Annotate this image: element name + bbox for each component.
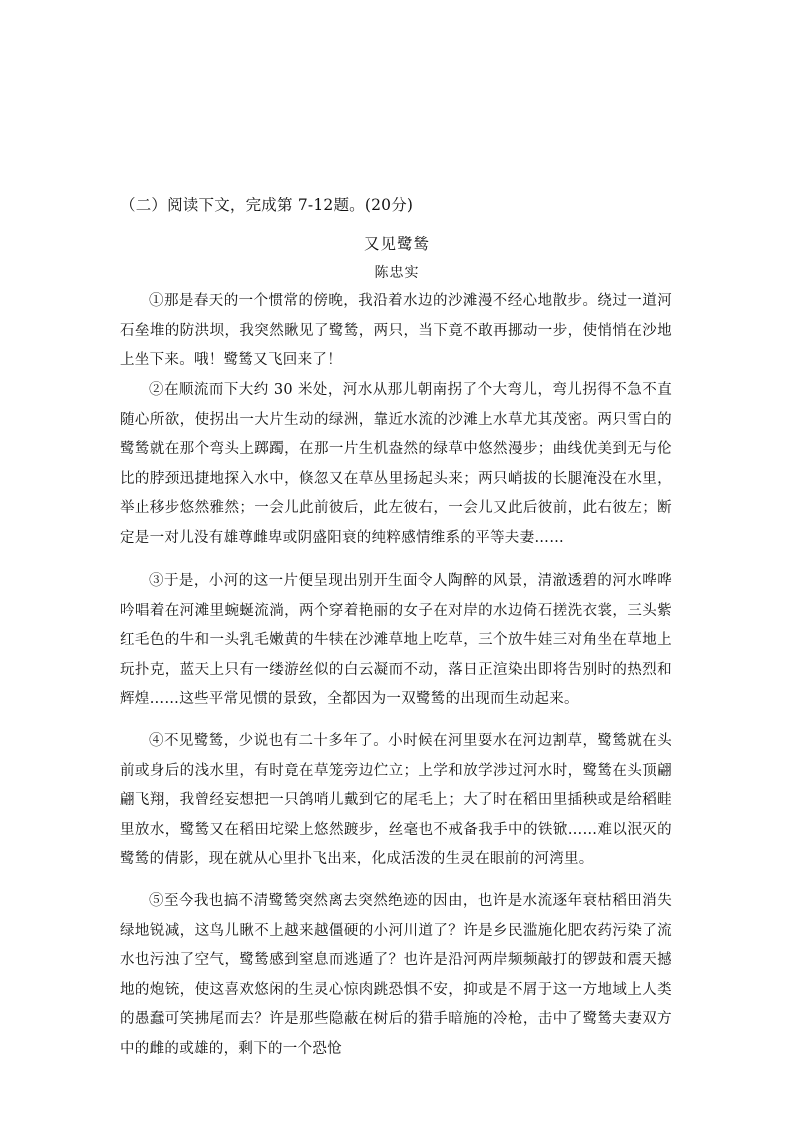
paragraph-5: ⑤至今我也搞不清鹭鸶突然离去突然绝迹的因由，也许是水流逐年衰枯稻田消失绿地锐减，这鸟儿瞅不上越来越僵硬的小河川道了？许是乡民滥施化肥农药污染了流水也污浊了空气，鹭鸶感到窒息而逃遁了？也许是沿河两岸频频敲打的锣鼓和震天撼地的炮铳，使这喜欢悠闲的生灵心惊肉跳恐惧不安，抑或是不屑于这一方地域上人类的愚蠢可笑拂尾而去？许是那些隐蔽在树后的猎手暗施的冷枪，击中了鹭鸶夫妻双方中的雌的或雄的，剩下的一个恐怆 xyxy=(120,893,672,1057)
paragraph-4: ④不见鹭鸶，少说也有二十多年了。小时候在河里耍水在河边割草，鹭鸶就在头前或身后的浅水里，有时竟在草笼旁边伫立；上学和放学涉过河水时，鹭鸶在头顶翩翩飞翔，我曾经妄想把一只鸽哨儿戴到它的尾毛上；大了时在稻田里插秧或是给稻畦里放水，鹭鸶又在稻田坨梁上悠然踱步，丝毫也不戒备我手中的铁锨……难以泯灭的鹭鸶的倩影，现在就从心里扑飞出来，化成活泼的生灵在眼前的河湾里。 xyxy=(120,733,672,868)
paragraph-1: ①那是春天的一个惯常的傍晚，我沿着水边的沙滩漫不经心地散步。绕过一道河石垒堆的防洪坝，我突然瞅见了鹭鸶，两只，当下竟不敢再挪动一步，使悄悄在沙地上坐下来。哦！鹭鸶又飞回来了！ xyxy=(120,293,672,369)
article-title: 又见鹭鸶 xyxy=(363,235,430,253)
paragraph-3: ③于是，小河的这一片便呈现出别开生面令人陶醉的风景，清澈透碧的河水哗哗吟唱着在河滩里蜿蜒流淌，两个穿着艳丽的女子在对岸的水边倚石搓洗衣裳，三头紫红毛色的牛和一头乳毛嫩黄的牛犊在沙滩草地上吃草，三个放牛娃三对角坐在草地上玩扑克，蓝天上只有一缕游丝似的白云凝而不动，落日正渲染出即将告别时的热烈和辉煌……这些平常见惯的景致，全都因为一双鹭鸶的出现而生动起来。 xyxy=(120,573,672,708)
section-heading: （二）阅读下文，完成第 7-12题。(20分) xyxy=(120,196,414,214)
paragraph-2: ②在顺流而下大约 30 米处，河水从那儿朝南拐了个大弯儿，弯儿拐得不急不直随心所欲，使拐出一大片生动的绿洲，靠近水流的沙滩上水草尤其茂密。两只雪白的鹭鸶就在那个弯头上踯躅，在那一片生机盎然的绿草中悠然漫步；曲线优美到无与伦比的脖颈迅捷地探入水中，倏忽又在草丛里扬起头来；两只峭拔的长腿淹没在水里，举止移步悠然雅然；一会儿此前彼后，此左彼右，一会儿又此后彼前，此右彼左；断定是一对儿没有雄尊雌卑或阴盛阳衰的纯粹感情维系的平等夫妻…… xyxy=(120,382,672,546)
article-author: 陈忠实 xyxy=(374,265,420,281)
